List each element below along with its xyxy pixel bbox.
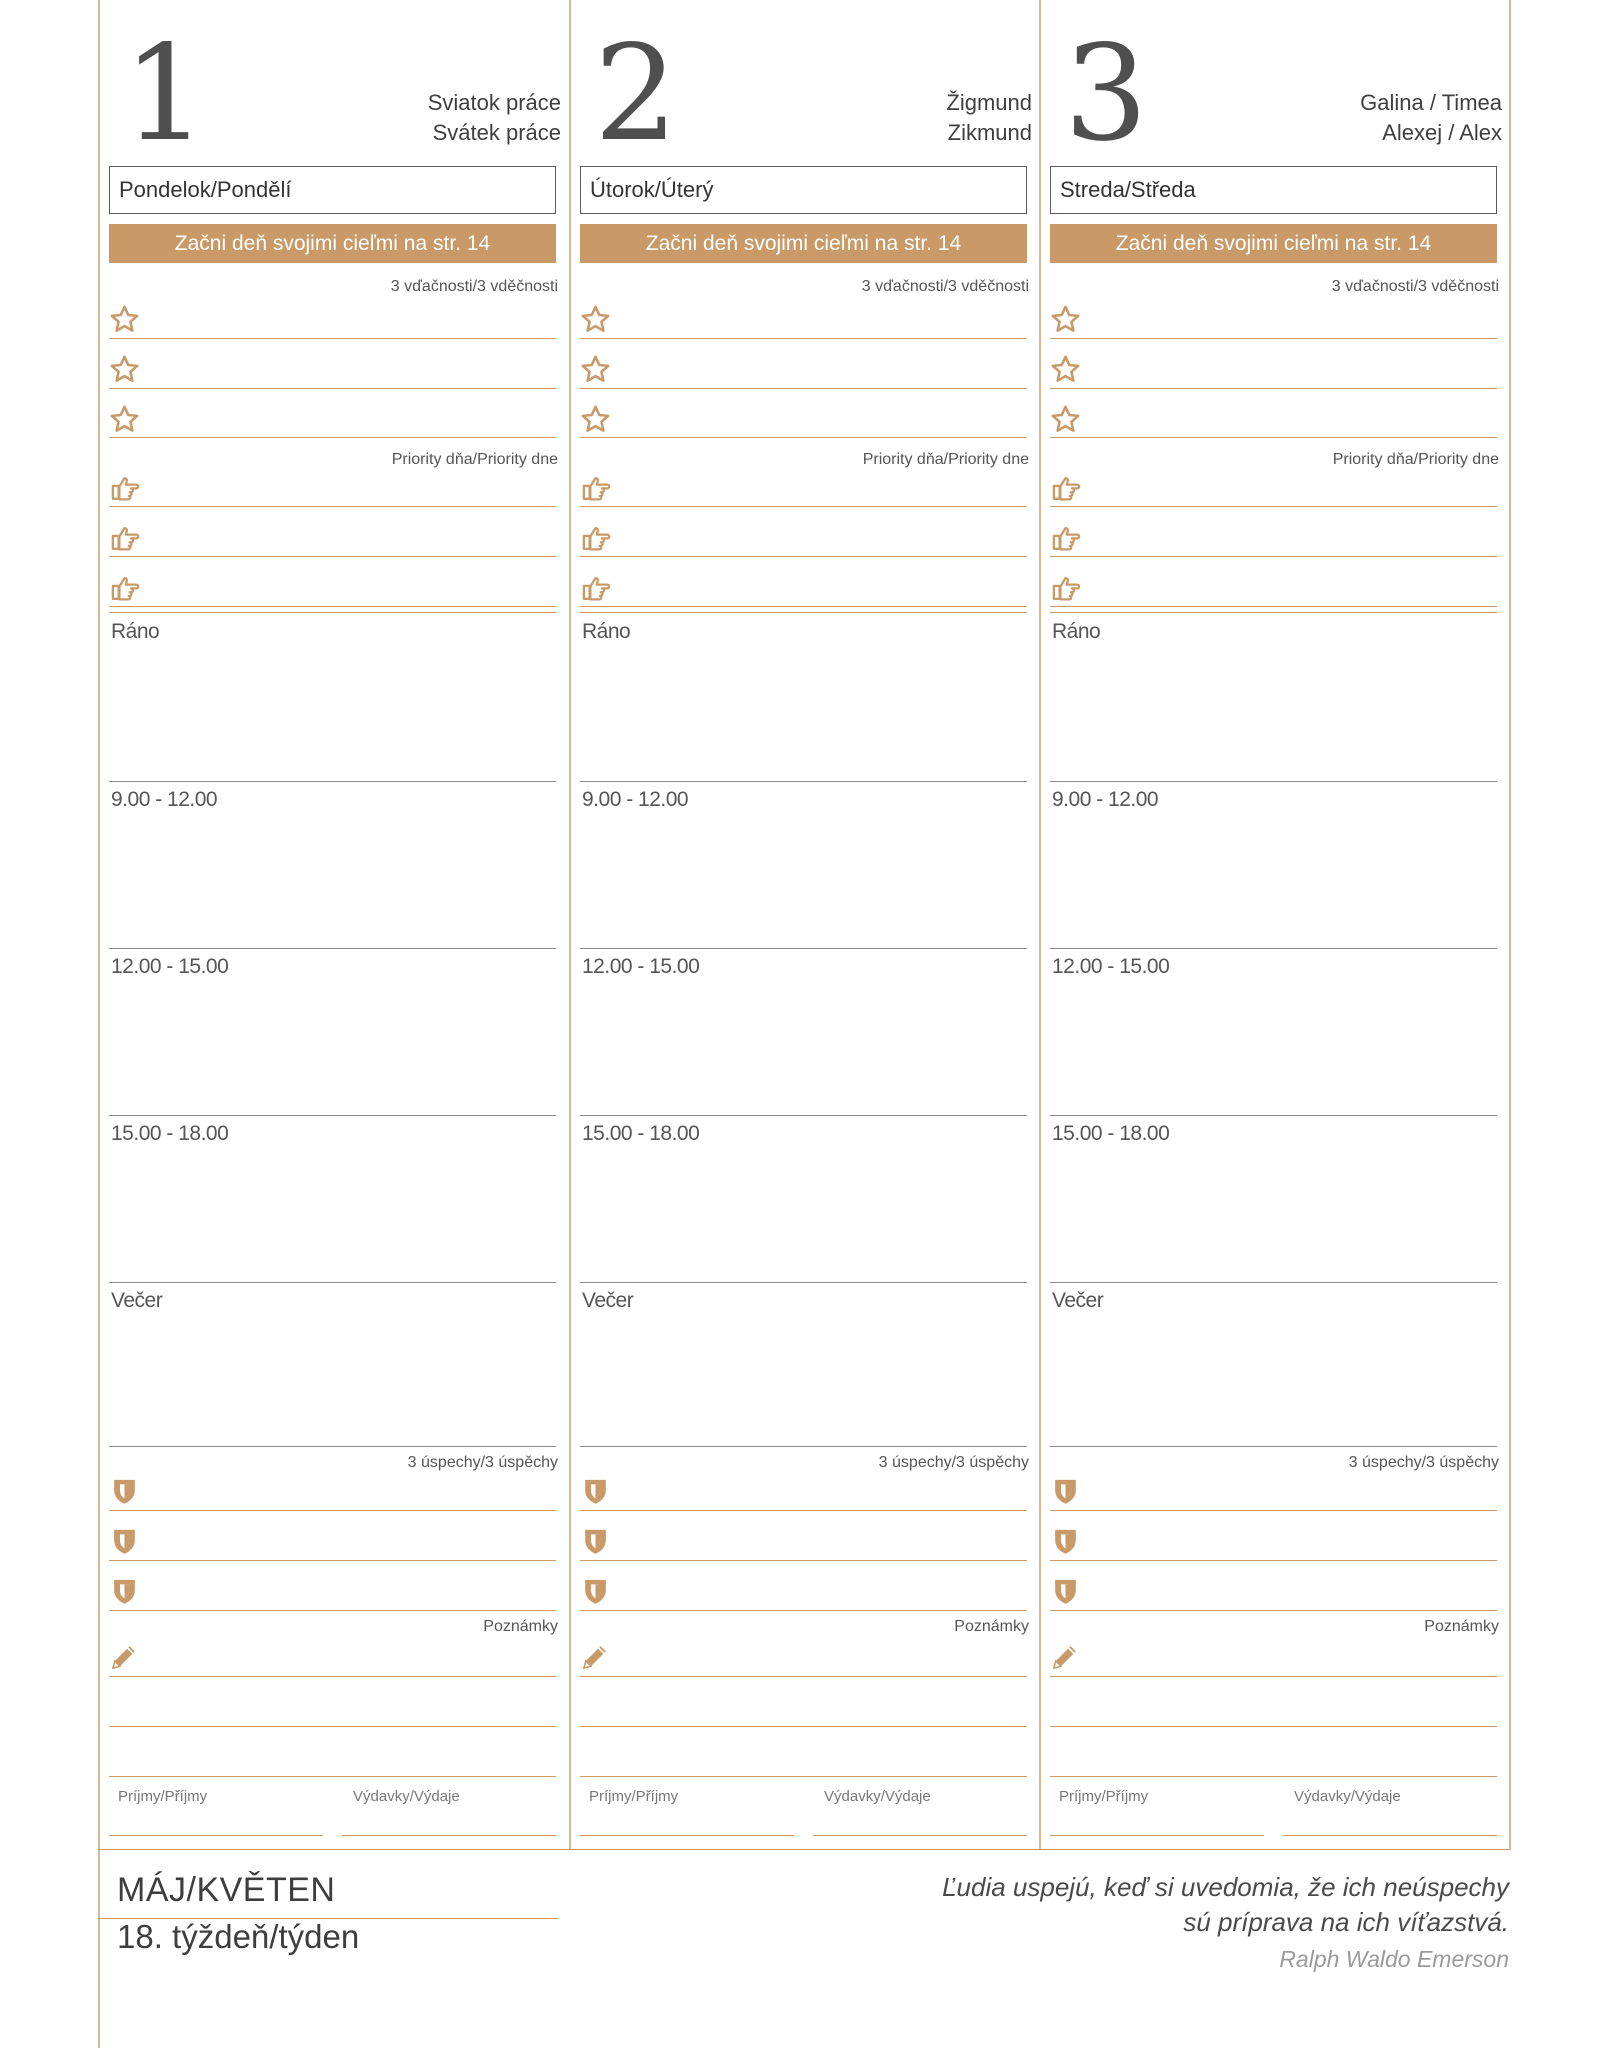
slot-15-18-label: 15.00 - 18.00 (1052, 1122, 1170, 1145)
goal-banner: Začni deň svojimi cieľmi na str. 14 (580, 224, 1027, 263)
notes-line-2 (109, 1726, 556, 1727)
pencil-icon (1050, 1641, 1081, 1672)
evening-label: Večer (582, 1289, 634, 1312)
slot-12-15-label: 12.00 - 15.00 (582, 955, 700, 978)
income-line (109, 1835, 323, 1836)
priority-line-3b (1050, 612, 1497, 613)
priorities-heading: Priority dňa/Priority dne (862, 451, 1029, 468)
slot-9-12-line (109, 948, 556, 949)
day-name-box: Útorok/Úterý (580, 166, 1027, 214)
notes-line-3 (580, 1776, 1027, 1777)
gratitude-line-2 (1050, 388, 1497, 389)
day-number: 2 (594, 17, 678, 171)
expenses-label: Výdavky/Výdaje (1294, 1788, 1401, 1805)
slot-12-15-label: 12.00 - 15.00 (111, 955, 229, 978)
shield-icon (109, 1576, 140, 1607)
morning-label: Ráno (111, 620, 160, 643)
goal-banner: Začni deň svojimi cieľmi na str. 14 (109, 224, 556, 263)
evening-line (109, 1446, 556, 1447)
week-number: 18. týždeň/týden (117, 1918, 360, 1955)
shield-icon (1050, 1526, 1081, 1557)
notes-line-3 (109, 1776, 556, 1777)
success-line-3 (109, 1610, 556, 1611)
priorities-heading: Priority dňa/Priority dne (391, 451, 558, 468)
evening-line (580, 1446, 1027, 1447)
star-icon (580, 304, 611, 335)
morning-label: Ráno (1052, 620, 1101, 643)
pointing-hand-icon (580, 573, 611, 604)
priority-line-2 (1050, 556, 1497, 557)
shield-icon (109, 1476, 140, 1507)
star-icon (1050, 354, 1081, 385)
success-line-3 (1050, 1610, 1497, 1611)
name-day (946, 88, 1032, 148)
gratitude-line-2 (580, 388, 1027, 389)
slot-12-15-line (109, 1115, 556, 1116)
gratitude-line-1 (109, 338, 556, 339)
shield-icon (580, 1576, 611, 1607)
shield-icon (109, 1526, 140, 1557)
pointing-hand-icon (580, 523, 611, 554)
slot-12-15-line (580, 1115, 1027, 1116)
priority-line-1 (109, 506, 556, 507)
income-line (580, 1835, 794, 1836)
successes-heading: 3 úspechy/3 úspěchy (407, 1454, 558, 1471)
day-column-3 (1040, 0, 1510, 1850)
name-day (1360, 88, 1502, 148)
day-column-2 (570, 0, 1040, 1850)
success-line-1 (109, 1510, 556, 1511)
pencil-icon (580, 1641, 611, 1672)
slot-9-12-line (580, 948, 1027, 949)
slot-12-15-line (1050, 1115, 1497, 1116)
income-label: Príjmy/Příjmy (1059, 1788, 1149, 1805)
notes-line-1 (109, 1676, 556, 1677)
star-icon (1050, 304, 1081, 335)
slot-9-12-line (1050, 948, 1497, 949)
morning-line (109, 781, 556, 782)
pointing-hand-icon (1050, 573, 1081, 604)
day-name-box: Pondelok/Pondělí (109, 166, 556, 214)
name-day-sk: Sviatok práce (427, 90, 561, 115)
success-line-2 (1050, 1560, 1497, 1561)
slot-9-12-label: 9.00 - 12.00 (582, 788, 689, 811)
star-icon (109, 354, 140, 385)
successes-heading: 3 úspechy/3 úspěchy (1348, 1454, 1499, 1471)
priorities-heading: Priority dňa/Priority dne (1332, 451, 1499, 468)
gratitude-heading: 3 vďačnosti/3 vděčnosti (390, 278, 558, 295)
priority-line-1 (1050, 506, 1497, 507)
day-name-box: Streda/Středa (1050, 166, 1497, 214)
pointing-hand-icon (109, 573, 140, 604)
star-icon (109, 304, 140, 335)
name-day-cz: Zikmund (947, 120, 1032, 145)
priority-line-3 (109, 606, 556, 607)
notes-line-1 (1050, 1676, 1497, 1677)
success-line-2 (109, 1560, 556, 1561)
name-day-cz: Alexej / Alex (1382, 120, 1502, 145)
notes-heading: Poznámky (1424, 1618, 1499, 1635)
priority-line-3b (109, 612, 556, 613)
pointing-hand-icon (109, 473, 140, 504)
slot-15-18-label: 15.00 - 18.00 (582, 1122, 700, 1145)
slot-9-12-label: 9.00 - 12.00 (1052, 788, 1159, 811)
day-number: 3 (1064, 17, 1148, 171)
priority-line-2 (580, 556, 1027, 557)
month-title: MÁJ/KVĚTEN (117, 1871, 336, 1909)
slot-15-18-line (1050, 1282, 1497, 1283)
notes-line-1 (580, 1676, 1027, 1677)
expenses-line (813, 1835, 1027, 1836)
expenses-label: Výdavky/Výdaje (353, 1788, 460, 1805)
shield-icon (1050, 1576, 1081, 1607)
gratitude-line-3 (1050, 437, 1497, 438)
slot-9-12-label: 9.00 - 12.00 (111, 788, 218, 811)
expenses-line (342, 1835, 556, 1836)
success-line-2 (580, 1560, 1027, 1561)
name-day (428, 88, 561, 148)
slot-12-15-label: 12.00 - 15.00 (1052, 955, 1170, 978)
notes-line-2 (580, 1726, 1027, 1727)
morning-label: Ráno (582, 620, 631, 643)
expenses-label: Výdavky/Výdaje (824, 1788, 931, 1805)
slot-15-18-line (580, 1282, 1027, 1283)
pointing-hand-icon (109, 523, 140, 554)
star-icon (580, 354, 611, 385)
star-icon (109, 404, 140, 435)
successes-heading: 3 úspechy/3 úspěchy (878, 1454, 1029, 1471)
name-day-sk: Galina / Timea (1360, 90, 1502, 115)
shield-icon (1050, 1476, 1081, 1507)
priority-line-1 (580, 506, 1027, 507)
pencil-icon (109, 1641, 140, 1672)
name-day-sk: Žigmund (946, 90, 1032, 115)
pointing-hand-icon (580, 473, 611, 504)
expenses-line (1283, 1835, 1497, 1836)
notes-line-3 (1050, 1776, 1497, 1777)
notes-line-2 (1050, 1726, 1497, 1727)
evening-label: Večer (111, 1289, 163, 1312)
quote-line-1: Ľudia uspejú, keď si uvedomia, že ich neúspechy (942, 1872, 1509, 1902)
slot-15-18-line (109, 1282, 556, 1283)
evening-label: Večer (1052, 1289, 1104, 1312)
success-line-1 (580, 1510, 1027, 1511)
income-label: Príjmy/Příjmy (589, 1788, 679, 1805)
morning-line (1050, 781, 1497, 782)
success-line-3 (580, 1610, 1027, 1611)
gratitude-line-3 (109, 437, 556, 438)
income-label: Príjmy/Příjmy (118, 1788, 208, 1805)
gratitude-heading: 3 vďačnosti/3 vděčnosti (861, 278, 1029, 295)
gratitude-line-1 (1050, 338, 1497, 339)
priority-line-3b (580, 612, 1027, 613)
morning-line (580, 781, 1027, 782)
quote-author: Ralph Waldo Emerson (1279, 1946, 1509, 1972)
income-line (1050, 1835, 1264, 1836)
goal-banner: Začni deň svojimi cieľmi na str. 14 (1050, 224, 1497, 263)
priority-line-3 (580, 606, 1027, 607)
notes-heading: Poznámky (483, 1618, 558, 1635)
slot-15-18-label: 15.00 - 18.00 (111, 1122, 229, 1145)
quote-line-2: sú príprava na ich víťazstvá. (1183, 1907, 1509, 1937)
name-day-cz: Svátek práce (432, 120, 561, 145)
priority-line-3 (1050, 606, 1497, 607)
shield-icon (580, 1526, 611, 1557)
gratitude-line-1 (580, 338, 1027, 339)
day-number: 1 (123, 17, 207, 171)
star-icon (580, 404, 611, 435)
gratitude-line-3 (580, 437, 1027, 438)
star-icon (1050, 404, 1081, 435)
pointing-hand-icon (1050, 523, 1081, 554)
success-line-1 (1050, 1510, 1497, 1511)
pointing-hand-icon (1050, 473, 1081, 504)
gratitude-line-2 (109, 388, 556, 389)
gratitude-heading: 3 vďačnosti/3 vděčnosti (1331, 278, 1499, 295)
priority-line-2 (109, 556, 556, 557)
day-column-1 (99, 0, 569, 1850)
evening-line (1050, 1446, 1497, 1447)
quote (942, 1870, 1509, 1940)
notes-heading: Poznámky (954, 1618, 1029, 1635)
shield-icon (580, 1476, 611, 1507)
